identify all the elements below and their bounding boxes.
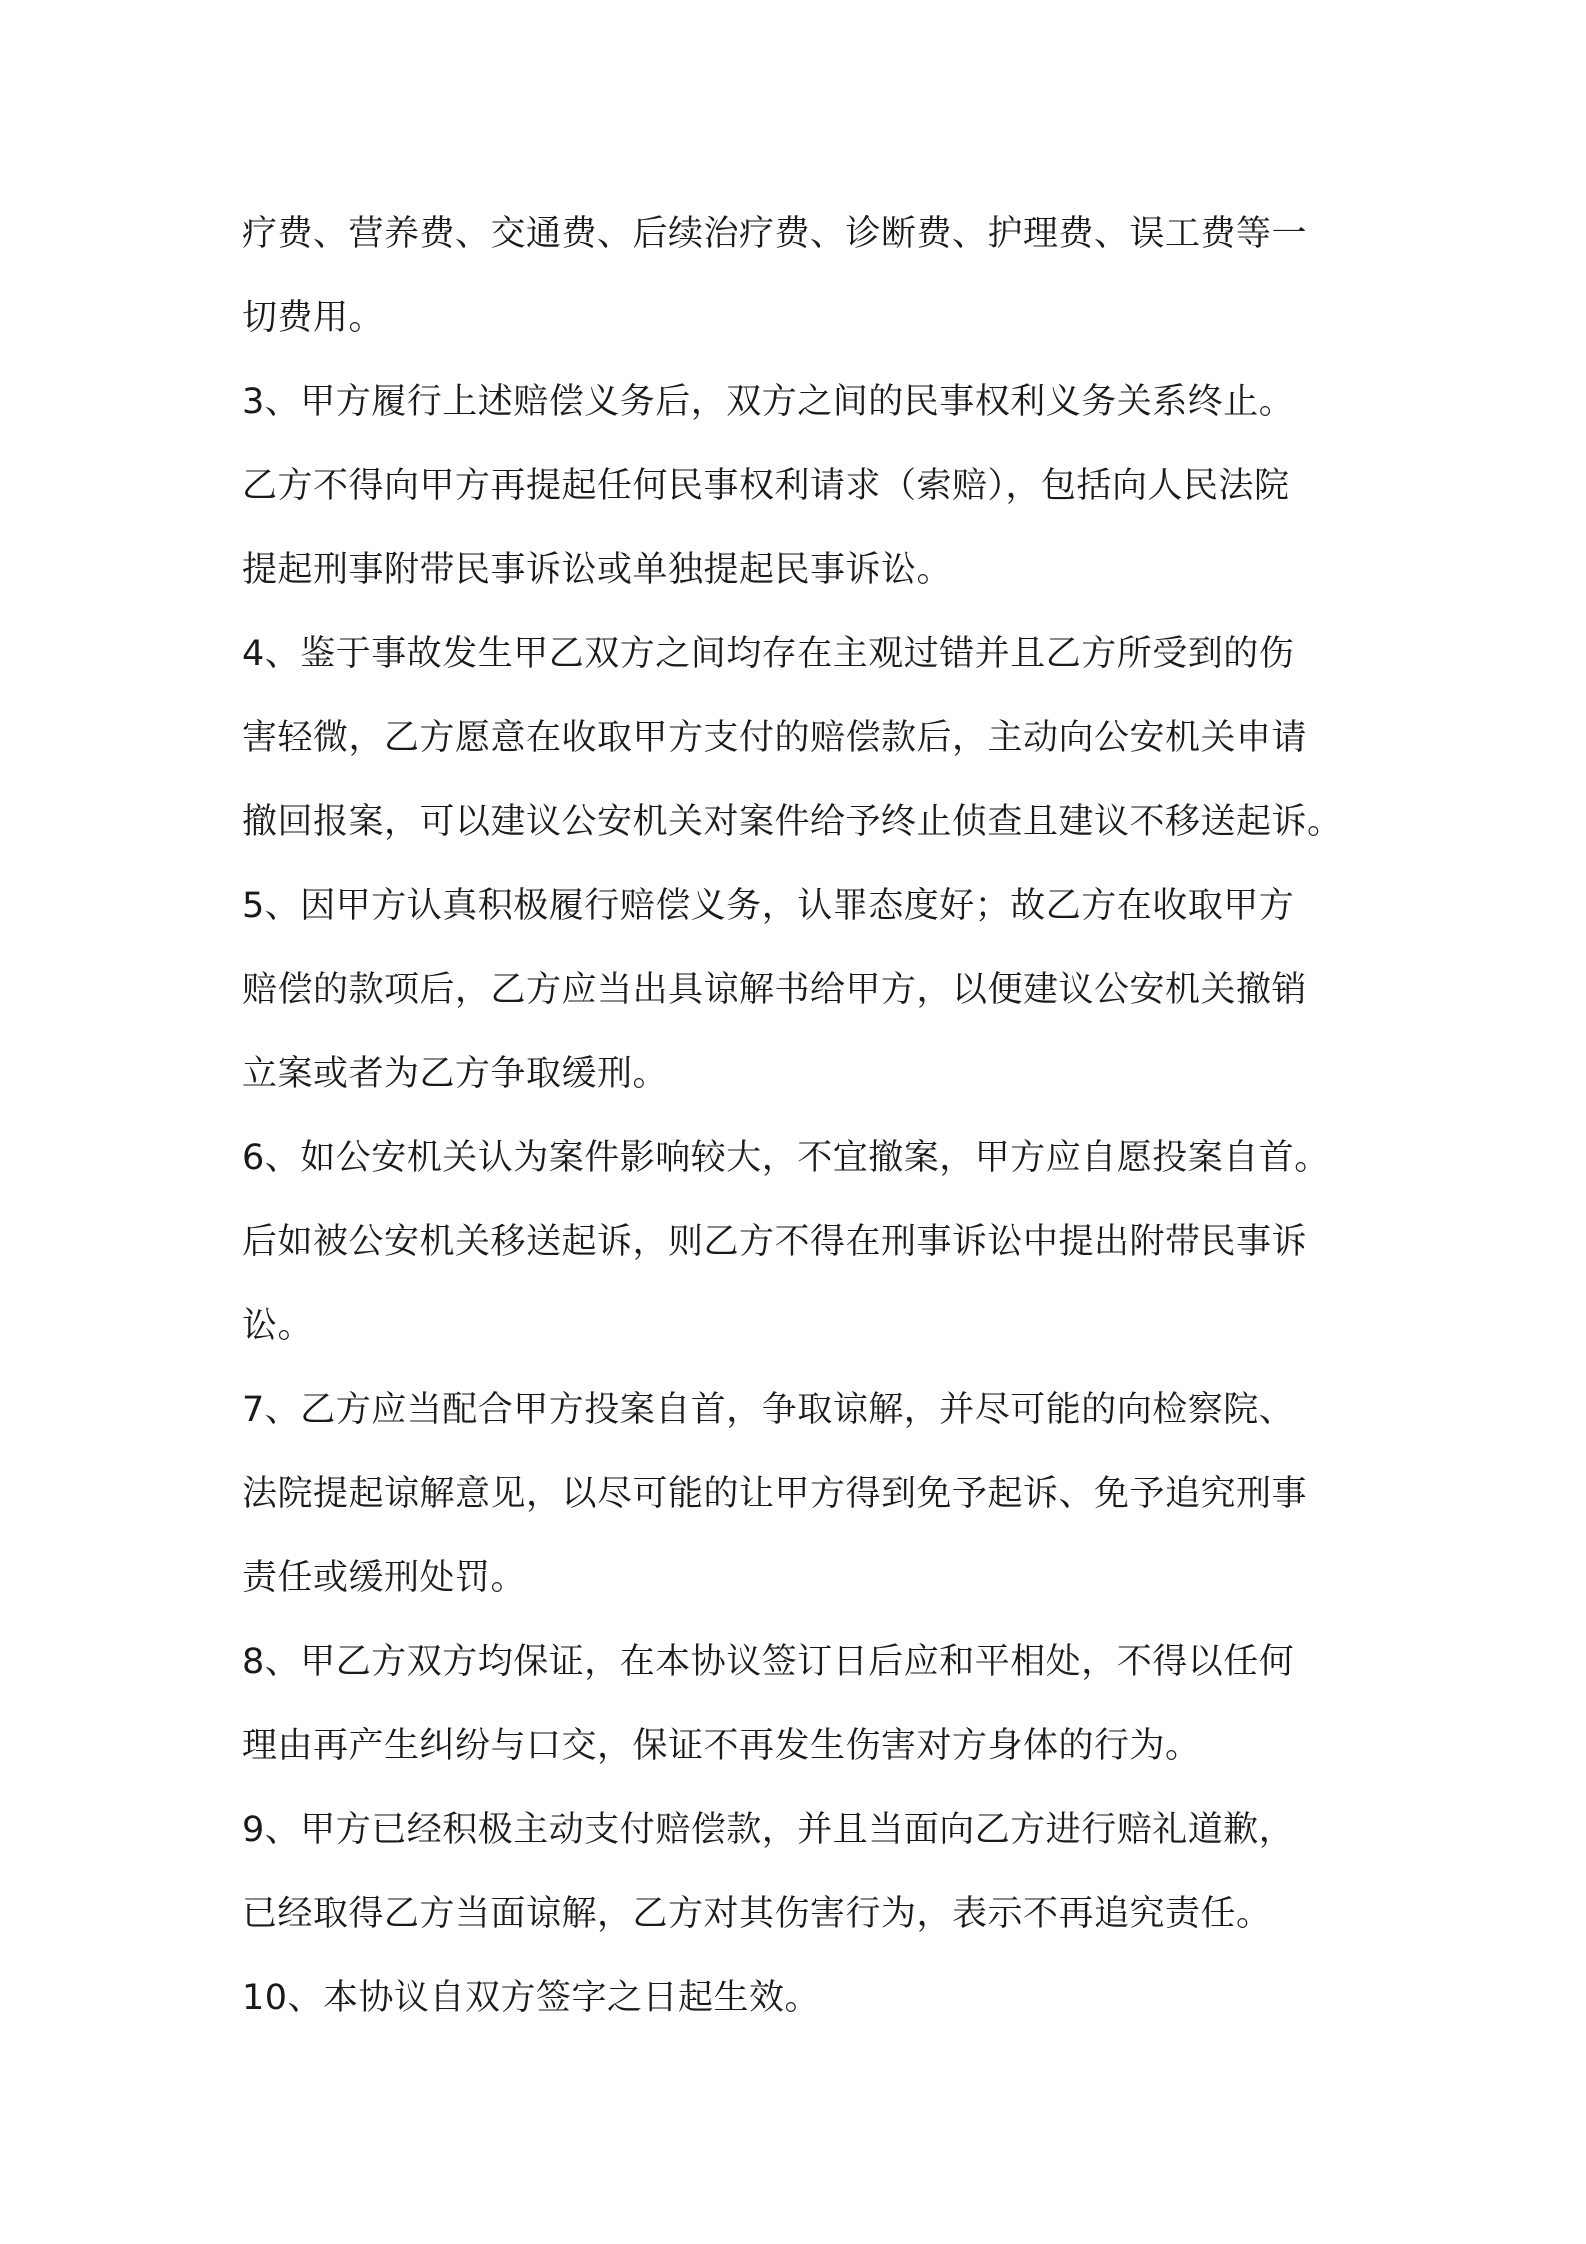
text-line: 立案或者为乙方争取缓刑。	[242, 1054, 669, 1094]
text-line: 疗费、营养费、交通费、后续治疗费、诊断费、护理费、误工费等一	[242, 214, 1308, 254]
document-body	[242, 192, 1382, 2040]
text-line: 后如被公安机关移送起诉，则乙方不得在刑事诉讼中提出附带民事诉	[242, 1222, 1308, 1262]
text-line: 害轻微，乙方愿意在收取甲方支付的赔偿款后，主动向公安机关申请	[242, 718, 1308, 758]
clause-3: 3、甲方履行上述赔偿义务后，双方之间的民事权利义务关系终止。	[242, 382, 1295, 422]
clause-6: 6、如公安机关认为案件影响较大，不宜撤案，甲方应自愿投案自首。	[242, 1138, 1330, 1178]
text-line: 赔偿的款项后，乙方应当出具谅解书给甲方，以便建议公安机关撤销	[242, 970, 1308, 1010]
clause-7: 7、乙方应当配合甲方投案自首，争取谅解，并尽可能的向检察院、	[242, 1390, 1295, 1430]
text-line: 已经取得乙方当面谅解，乙方对其伤害行为，表示不再追究责任。	[242, 1894, 1272, 1934]
clause-10: 10、本协议自双方签字之日起生效。	[242, 1978, 821, 2018]
text-line: 乙方不得向甲方再提起任何民事权利请求（索赔），包括向人民法院	[242, 466, 1290, 506]
clause-5: 5、因甲方认真积极履行赔偿义务，认罪态度好；故乙方在收取甲方	[242, 886, 1295, 926]
text-line: 讼。	[242, 1306, 314, 1346]
clause-8: 8、甲乙方双方均保证，在本协议签订日后应和平相处，不得以任何	[242, 1642, 1295, 1682]
text-line: 撤回报案，可以建议公安机关对案件给予终止侦查且建议不移送起诉。	[242, 802, 1343, 842]
clause-4: 4、鉴于事故发生甲乙双方之间均存在主观过错并且乙方所受到的伤	[242, 634, 1295, 674]
text-line: 切费用。	[242, 298, 385, 338]
text-line: 法院提起谅解意见，以尽可能的让甲方得到免予起诉、免予追究刑事	[242, 1474, 1308, 1514]
text-line: 理由再产生纠纷与口交，保证不再发生伤害对方身体的行为。	[242, 1726, 1201, 1766]
clause-9: 9、甲方已经积极主动支付赔偿款，并且当面向乙方进行赔礼道歉，	[242, 1810, 1295, 1850]
text-line: 提起刑事附带民事诉讼或单独提起民事诉讼。	[242, 550, 953, 590]
text-line: 责任或缓刑处罚。	[242, 1558, 527, 1598]
